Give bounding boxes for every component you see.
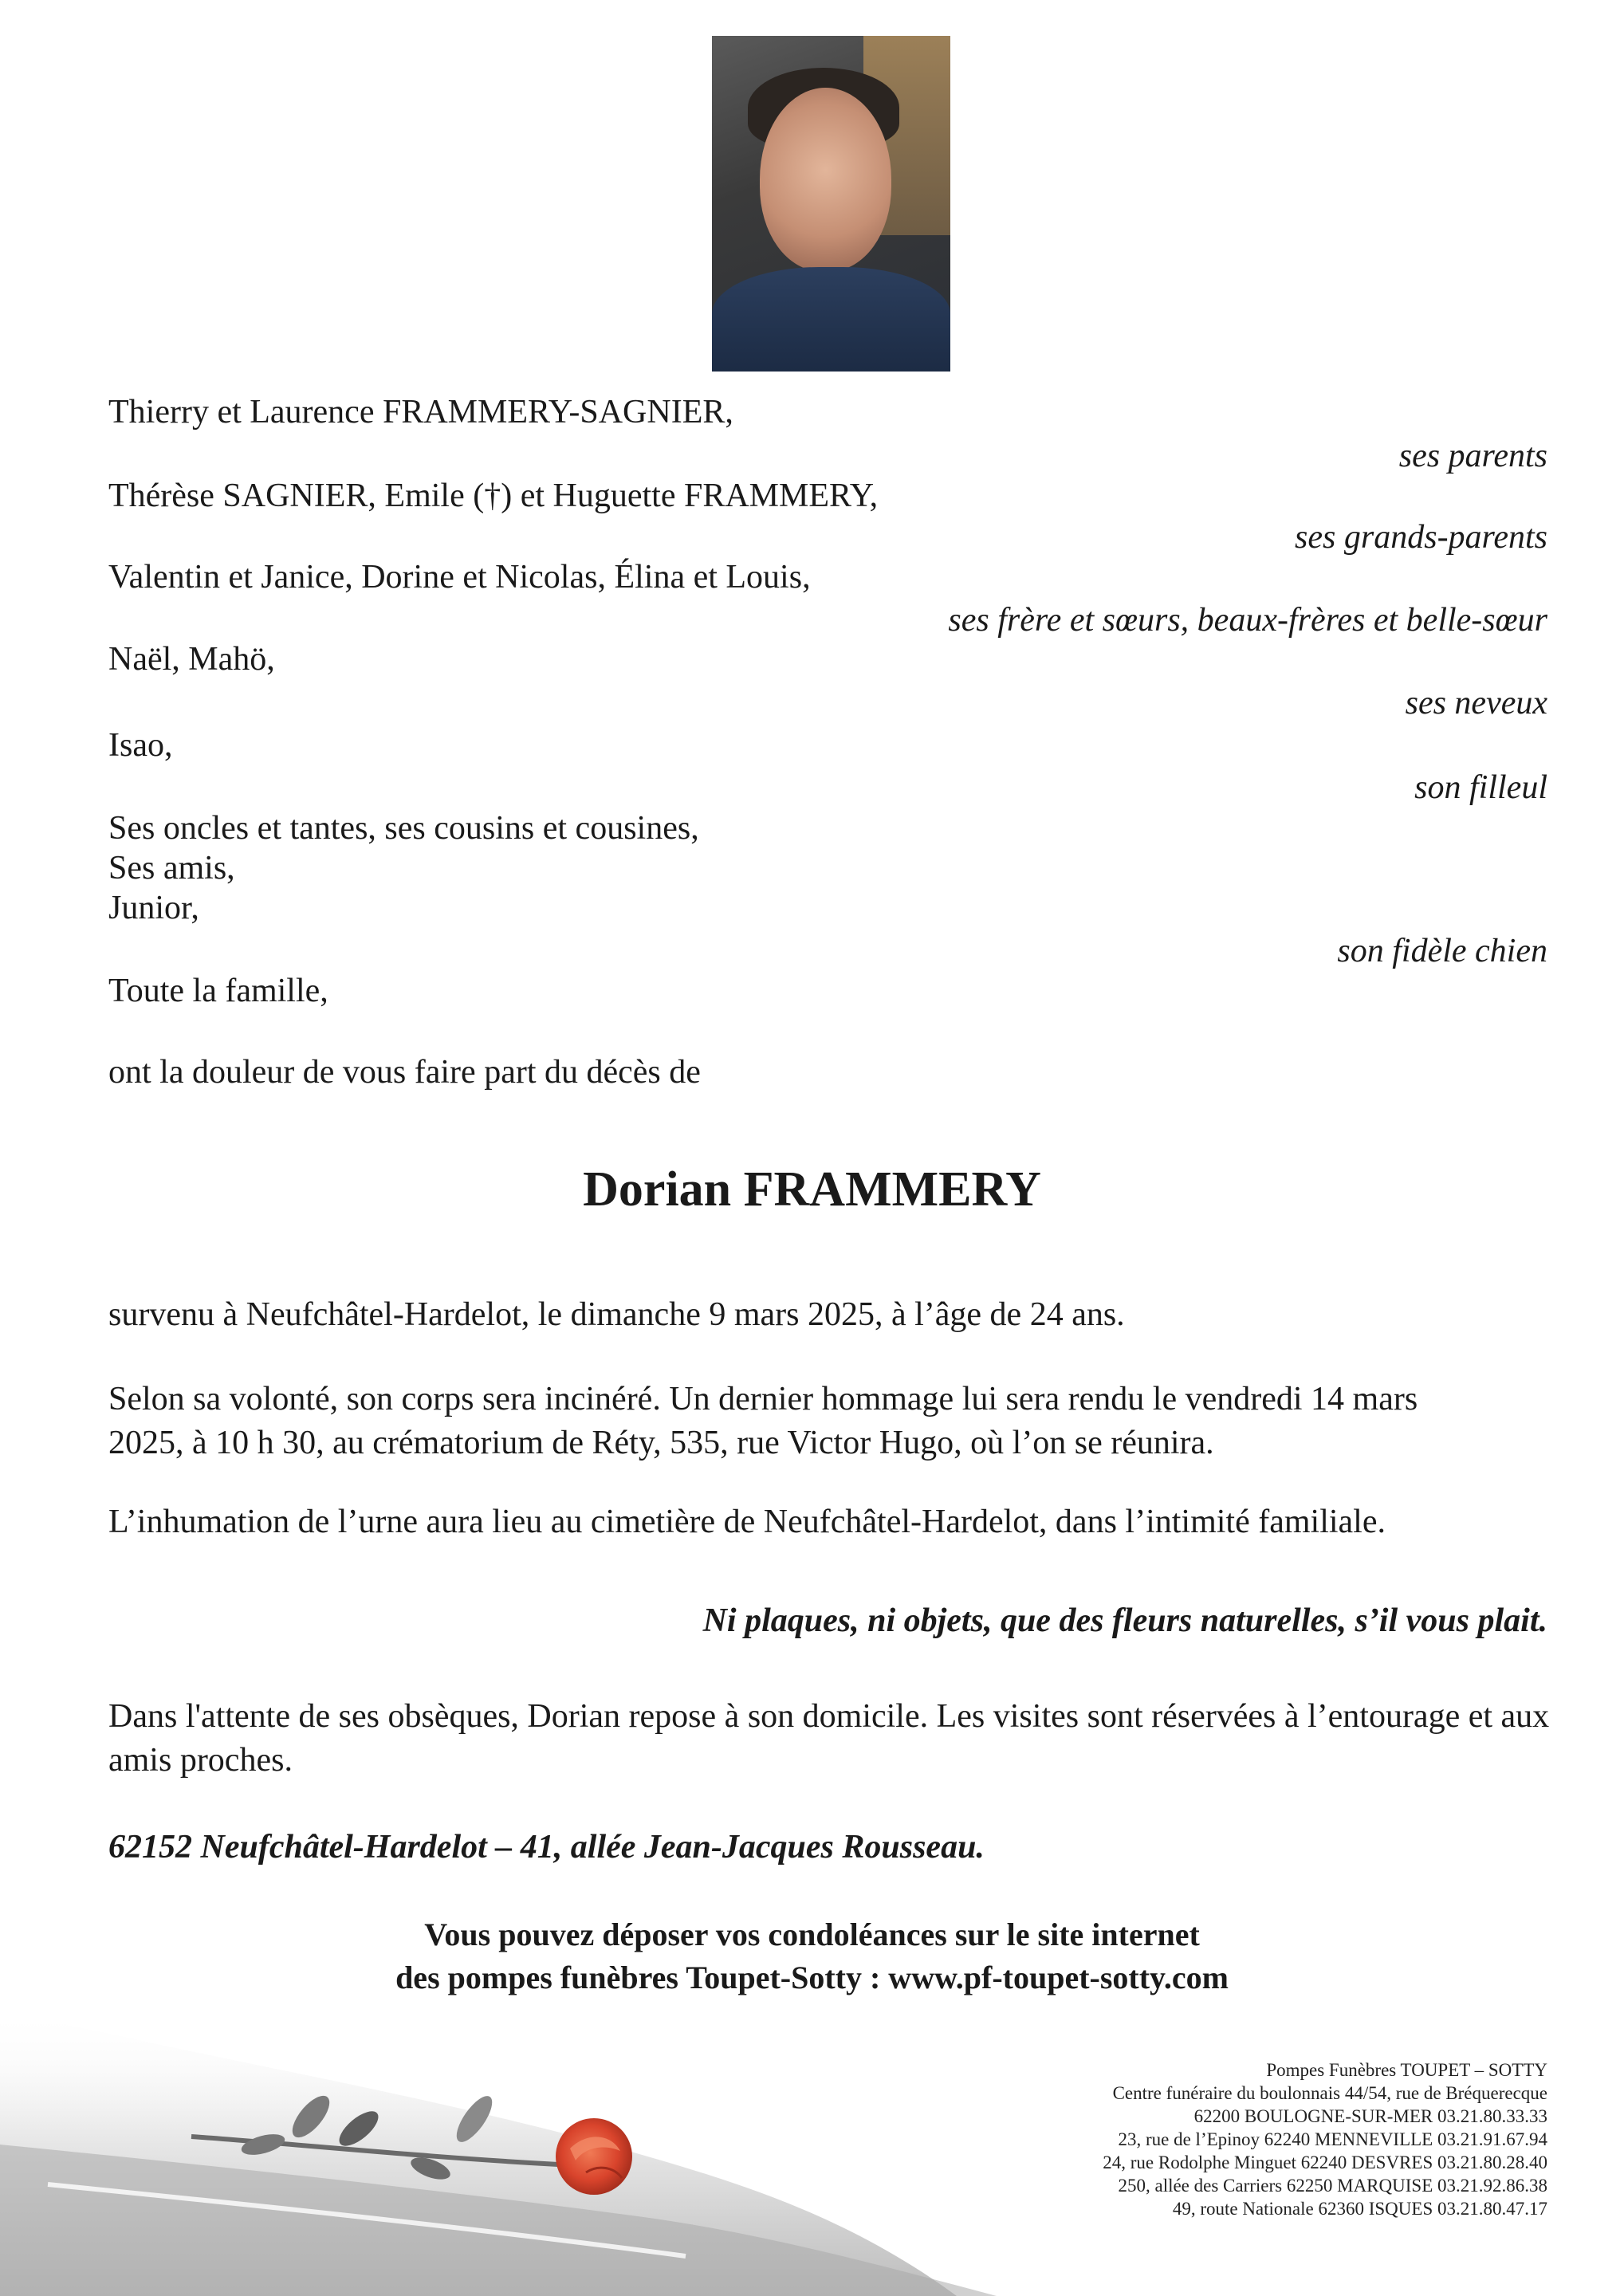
family-line-parents: Thierry et Laurence FRAMMERY-SAGNIER, — [108, 394, 733, 431]
funeral-home-line: 62200 BOULOGNE-SUR-MER 03.21.80.33.33 — [1193, 2106, 1547, 2126]
family-line-all: Toute la famille, — [108, 973, 328, 1009]
flowers-note: Ni plaques, ni objets, que des fleurs naturelles, s’il vous plait. — [702, 1602, 1547, 1639]
funeral-home-line: 250, allée des Carriers 62250 MARQUISE 03.21.92.86.38 — [1118, 2176, 1547, 2196]
family-line-dog: Junior, — [108, 890, 199, 926]
condolences-line-2: des pompes funèbres Toupet-Sotty : www.pf-toupet-sotty.com — [395, 1960, 1229, 1995]
home-address: 62152 Neufchâtel-Hardelot – 41, allée Jean-Jacques Rousseau. — [108, 1829, 985, 1866]
role-parents: ses parents — [1398, 438, 1547, 474]
family-line-siblings: Valentin et Janice, Dorine et Nicolas, Élina et Louis, — [108, 559, 811, 596]
funeral-home-line: 24, rue Rodolphe Minguet 62240 DESVRES 03.21.80.28.40 — [1103, 2152, 1547, 2172]
funeral-home-line: 23, rue de l’Epinoy 62240 MENNEVILLE 03.21.91.67.94 — [1118, 2129, 1547, 2149]
role-godson: son filleul — [1414, 769, 1547, 806]
funeral-home-line: Centre funéraire du boulonnais 44/54, rue de Bréquerecque — [1112, 2083, 1547, 2103]
deceased-name: Dorian FRAMMERY — [583, 1162, 1041, 1217]
funeral-home-line: 49, route Nationale 62360 ISQUES 03.21.80.47.17 — [1172, 2199, 1547, 2219]
role-siblings: ses frère et sœurs, beaux-frères et belle-sœur — [948, 602, 1547, 639]
role-grandparents: ses grands-parents — [1295, 519, 1547, 556]
family-line-friends: Ses amis, — [108, 850, 235, 887]
family-line-nephews: Naël, Mahö, — [108, 641, 275, 678]
family-line-godson: Isao, — [108, 727, 173, 764]
role-dog: son fidèle chien — [1337, 933, 1547, 969]
funeral-home-contacts — [830, 2058, 1547, 2220]
family-line-relatives: Ses oncles et tantes, ses cousins et cousines, — [108, 810, 699, 847]
visits-info: Dans l'attente de ses obsèques, Dorian repose à son domicile. Les visites sont réservées à l’entourage et aux amis proches. — [108, 1698, 1550, 1779]
announcement-text: ont la douleur de vous faire part du décès de — [108, 1054, 701, 1091]
death-details: survenu à Neufchâtel-Hardelot, le dimanche 9 mars 2025, à l’âge de 24 ans. — [108, 1296, 1125, 1333]
condolences-line-1: Vous pouvez déposer vos condoléances sur le site internet — [424, 1917, 1200, 1952]
family-line-grandparents: Thérèse SAGNIER, Emile (†) et Huguette FRAMMERY, — [108, 478, 879, 514]
portrait-photo — [712, 36, 950, 372]
funeral-home-name: Pompes Funèbres TOUPET – SOTTY — [1266, 2060, 1547, 2080]
inhumation-details: L’inhumation de l’urne aura lieu au cimetière de Neufchâtel-Hardelot, dans l’intimité familiale. — [108, 1504, 1386, 1540]
role-nephews: ses neveux — [1405, 685, 1547, 721]
ceremony-details: Selon sa volonté, son corps sera incinéré. Un dernier hommage lui sera rendu le vendredi 14 mars 2025, à 10 h 30, au crématorium de Réty, 535, rue Victor Hugo, où l’on se réunira. — [108, 1381, 1418, 1461]
